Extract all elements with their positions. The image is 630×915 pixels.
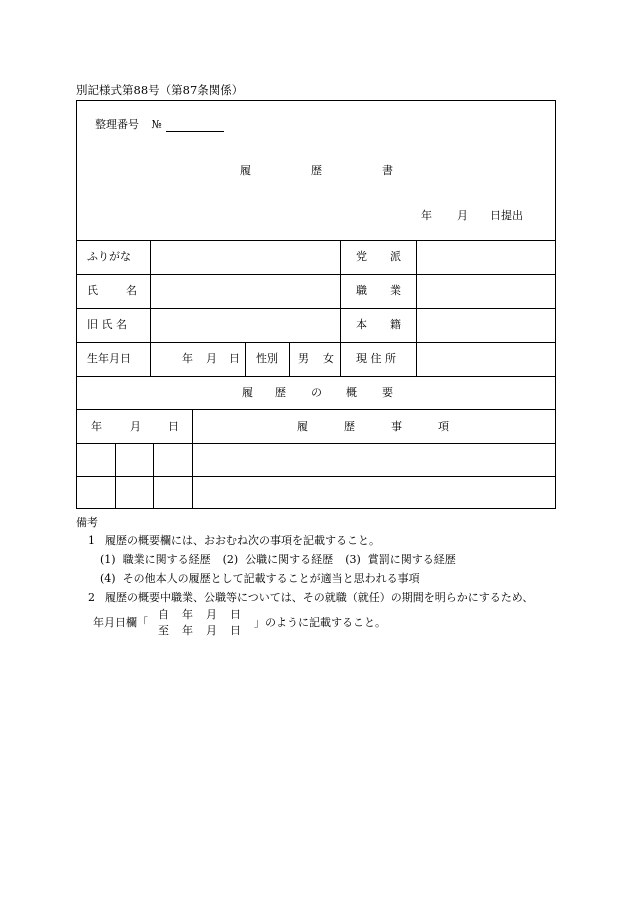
- note-number: 2: [88, 591, 95, 604]
- from-char: 月: [206, 608, 217, 621]
- numero-mark: №: [151, 118, 162, 131]
- summary-title-char: 概: [346, 386, 357, 399]
- address-label: 現 住 所: [356, 352, 396, 365]
- birth-date-label: 生年月日: [87, 352, 131, 365]
- col-year: 年: [91, 420, 102, 433]
- note-1-subs: [100, 551, 456, 567]
- sub-text: 公職に関する経歴: [245, 553, 334, 566]
- party-char-2: 派: [390, 250, 401, 263]
- serial-label-text: 整理番号: [95, 118, 139, 131]
- col-items-char: 事: [391, 420, 402, 433]
- col-month: 月: [130, 420, 141, 433]
- occupation-char-1: 職: [356, 284, 367, 297]
- note-1: [88, 532, 380, 548]
- divider: [153, 443, 154, 509]
- from-char: 日: [230, 608, 241, 621]
- sex-female[interactable]: 女: [323, 352, 334, 365]
- to-char: 月: [206, 624, 217, 637]
- title-char-3: 書: [382, 164, 393, 177]
- serial-number-label: [95, 119, 162, 131]
- note-text: 履歴の概要欄には、おおむね次の事項を記載すること。: [105, 534, 380, 547]
- former-name-label: 旧 氏 名: [87, 318, 127, 331]
- sub-number: (4): [100, 572, 116, 585]
- sex-label: 性別: [256, 352, 278, 365]
- summary-title-char: 履: [242, 386, 253, 399]
- col-day: 日: [168, 420, 179, 433]
- to-line: [158, 622, 241, 638]
- to-char: 年: [182, 624, 193, 637]
- occupation-char-2: 業: [390, 284, 401, 297]
- summary-title-char: 歴: [275, 386, 286, 399]
- title-char-2: 歴: [311, 164, 322, 177]
- note-2: [88, 589, 533, 605]
- divider: [77, 274, 555, 275]
- furigana-label: ふりがな: [87, 250, 131, 263]
- divider: [192, 409, 193, 509]
- from-char: 年: [182, 608, 193, 621]
- divider: [340, 240, 341, 376]
- birth-day: 日: [229, 352, 240, 365]
- from-line: [158, 606, 241, 622]
- to-char: 日: [230, 624, 241, 637]
- date-day-submit: 日提出: [490, 209, 523, 222]
- divider: [416, 240, 417, 376]
- divider: [77, 376, 555, 377]
- date-year: 年: [421, 209, 432, 222]
- divider: [115, 443, 116, 509]
- col-items-char: 歴: [344, 420, 355, 433]
- sub-text: 職業に関する経歴: [122, 553, 211, 566]
- name-char-2: 名: [126, 284, 137, 297]
- summary-title-char: の: [311, 386, 322, 399]
- col-items-char: 項: [438, 420, 449, 433]
- date-month: 月: [457, 209, 468, 222]
- divider: [77, 409, 555, 410]
- serial-number-field[interactable]: [166, 131, 224, 132]
- to-char: 至: [158, 624, 169, 637]
- note-text: 履歴の概要中職業、公職等については、その就職（就任）の期間を明らかにするため、: [105, 591, 534, 604]
- ymd-prefix: 年月日欄「: [93, 616, 148, 629]
- birth-year: 年: [182, 352, 193, 365]
- divider: [77, 308, 555, 309]
- name-char-1: 氏: [87, 284, 98, 297]
- form-caption: 別記様式第88号（第87条関係）: [76, 83, 244, 97]
- domicile-char-2: 籍: [390, 318, 401, 331]
- sub-number: (1): [100, 553, 116, 566]
- notes-heading: 備考: [76, 516, 98, 529]
- note-number: 1: [88, 534, 95, 547]
- sub-number: (2): [222, 553, 239, 566]
- birth-month: 月: [206, 352, 217, 365]
- domicile-char-1: 本: [356, 318, 367, 331]
- sub-text: 賞罰に関する経歴: [367, 553, 456, 566]
- party-char-1: 党: [356, 250, 367, 263]
- divider: [77, 443, 555, 444]
- divider: [77, 476, 555, 477]
- sex-male[interactable]: 男: [298, 352, 309, 365]
- divider: [77, 342, 555, 343]
- divider: [245, 342, 246, 376]
- divider: [289, 342, 290, 376]
- col-items-char: 履: [297, 420, 308, 433]
- divider: [77, 240, 555, 241]
- sub-text: その他本人の履歴として記載することが適当と思われる事項: [122, 572, 420, 585]
- sub-number: (3): [345, 553, 361, 566]
- from-char: 自: [158, 608, 169, 621]
- title-char-1: 履: [240, 164, 251, 177]
- summary-title-char: 要: [382, 386, 393, 399]
- divider: [150, 240, 151, 376]
- note-1-sub-4: [100, 570, 420, 586]
- resume-form: [76, 100, 556, 509]
- ymd-suffix: 」のように記載すること。: [254, 616, 386, 629]
